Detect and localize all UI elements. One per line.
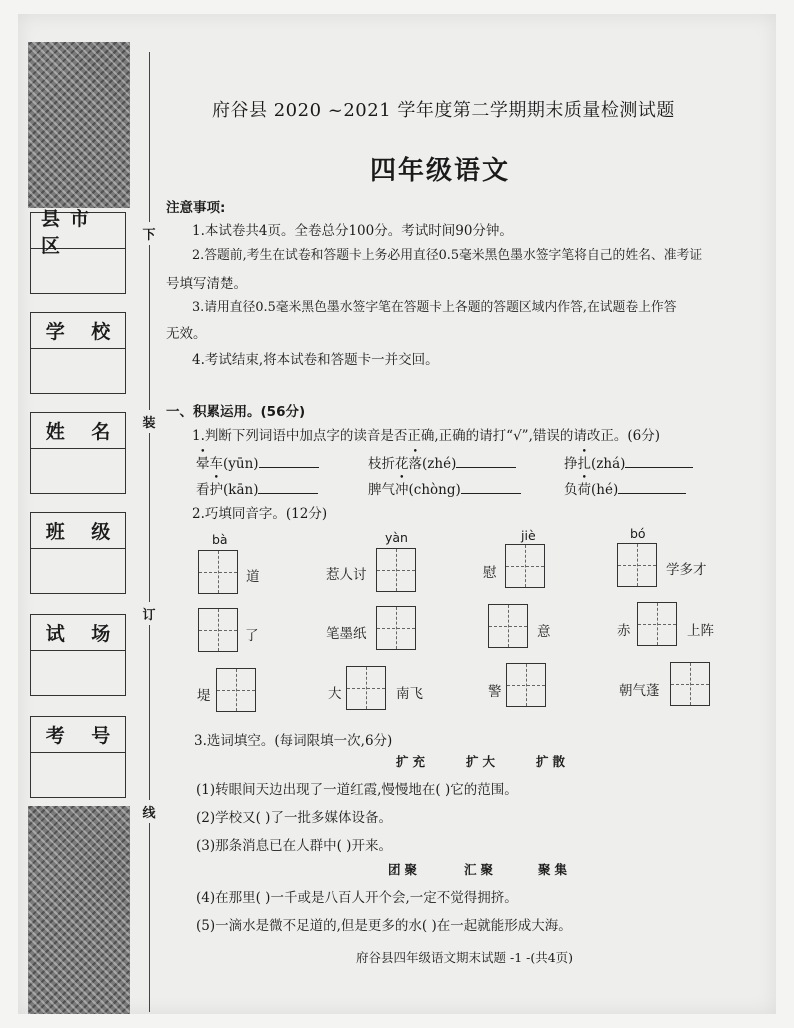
question-prompt: 3.选词填空。(每词限填一次,6分)	[194, 733, 393, 749]
answer-blank[interactable]	[618, 481, 686, 494]
word-option: 扩大	[466, 754, 500, 769]
pinyin-label: bà	[212, 532, 228, 547]
pinyin-item: 晕车(yūn)	[196, 452, 319, 472]
binding-char: 下	[138, 222, 160, 245]
name-field[interactable]	[30, 412, 126, 494]
writing-grid[interactable]	[346, 666, 386, 710]
question-prompt: 1.判断下列词语中加点字的读音是否正确,正确的请打“√”,错误的请改正。(6分)	[192, 428, 660, 444]
field-label: 姓 名	[31, 413, 125, 449]
fragment: 赤	[617, 623, 631, 639]
fragment: 南飞	[396, 686, 423, 702]
writing-grid[interactable]	[637, 602, 677, 646]
fragment: 慰	[483, 565, 497, 581]
county-field[interactable]	[30, 207, 126, 294]
binding-char: 订	[138, 602, 160, 625]
fragment: 笔墨纸	[326, 626, 367, 642]
word-option: 团聚	[388, 862, 422, 877]
fragment: 朝气蓬	[619, 683, 660, 699]
writing-grid[interactable]	[376, 606, 416, 650]
fill-sentence[interactable]: (1)转眼间天边出现了一道红霞,慢慢地在( )它的范围。	[196, 782, 518, 798]
fill-sentence[interactable]: (4)在那里( )一千或是八百人开个会,一定不觉得拥挤。	[196, 890, 518, 906]
fragment: 了	[245, 628, 259, 644]
writing-grid[interactable]	[488, 604, 528, 648]
decorative-pattern-top	[28, 42, 130, 208]
notice-item: 2.答题前,考生在试卷和答题卡上务必用直径0.5毫米黑色墨水签字笔将自己的姓名、准考证	[192, 248, 703, 263]
class-field[interactable]	[30, 512, 126, 594]
fragment: 堤	[197, 688, 211, 704]
writing-grid[interactable]	[376, 548, 416, 592]
fill-sentence[interactable]: (2)学校又( )了一批多媒体设备。	[196, 810, 392, 826]
decorative-pattern-bottom	[28, 806, 130, 1014]
writing-grid[interactable]	[506, 663, 546, 707]
writing-grid[interactable]	[670, 662, 710, 706]
exam-room-field[interactable]	[30, 614, 126, 696]
notice-heading: 注意事项:	[166, 200, 226, 216]
fragment: 惹人讨	[326, 567, 367, 583]
pinyin-label: yàn	[385, 530, 408, 545]
pinyin-item: 枝折花落(zhé)	[368, 452, 516, 472]
writing-grid[interactable]	[216, 668, 256, 712]
question-prompt: 2.巧填同音字。(12分)	[192, 506, 328, 522]
answer-blank[interactable]	[259, 455, 319, 468]
binding-line	[149, 52, 150, 1012]
notice-item: 号填写清楚。	[166, 276, 247, 292]
fragment: 警	[488, 684, 502, 700]
pinyin-item: 挣扎(zhá)	[564, 452, 693, 472]
answer-blank[interactable]	[461, 481, 521, 494]
answer-blank[interactable]	[258, 481, 318, 494]
fragment: 道	[246, 569, 260, 585]
binding-char: 装	[138, 410, 160, 433]
notice-item: 无效。	[166, 326, 207, 342]
field-label: 学 校	[31, 313, 125, 349]
notice-item: 4.考试结束,将本试卷和答题卡一并交回。	[192, 352, 439, 368]
field-label: 班 级	[31, 513, 125, 549]
fragment: 意	[537, 624, 551, 640]
fragment: 上阵	[687, 623, 714, 639]
notice-item: 3.请用直径0.5毫米黑色墨水签字笔在答题卡上各题的答题区域内作答,在试题卷上作答	[192, 300, 677, 315]
answer-blank[interactable]	[625, 455, 693, 468]
binding-char: 线	[138, 800, 160, 823]
pinyin-label: bó	[630, 526, 646, 541]
field-label: 考 号	[31, 717, 125, 753]
fill-sentence[interactable]: (3)那条消息已在人群中( )开来。	[196, 838, 392, 854]
writing-grid[interactable]	[617, 543, 657, 587]
word-option: 汇聚	[464, 862, 498, 877]
notice-item: 1.本试卷共4页。全卷总分100分。考试时间90分钟。	[192, 223, 513, 239]
field-label: 试 场	[31, 615, 125, 651]
word-option: 扩散	[536, 754, 570, 769]
pinyin-item: 负荷(hé)	[564, 478, 686, 498]
writing-grid[interactable]	[505, 544, 545, 588]
exam-number-field[interactable]	[30, 716, 126, 798]
word-option: 扩充	[396, 754, 430, 769]
section-heading: 一、积累运用。(56分)	[166, 404, 306, 420]
writing-grid[interactable]	[198, 608, 238, 652]
fragment: 大	[328, 686, 342, 702]
pinyin-item: 脾气冲(chòng)	[368, 478, 521, 498]
pinyin-item: 看护(kān)	[196, 478, 318, 498]
pinyin-label: jiè	[521, 528, 536, 543]
answer-blank[interactable]	[456, 455, 516, 468]
field-label: 县市区	[31, 213, 125, 249]
word-option: 聚集	[538, 862, 572, 877]
subject-title: 四年级语文	[370, 156, 511, 186]
page-footer: 府谷县四年级语文期末试题 -1 -(共4页)	[356, 950, 574, 965]
writing-grid[interactable]	[198, 550, 238, 594]
exam-title: 府谷县 2020 ~2021 学年度第二学期期末质量检测试题	[212, 100, 675, 121]
fill-sentence[interactable]: (5)一滴水是微不足道的,但是更多的水( )在一起就能形成大海。	[196, 918, 572, 934]
school-field[interactable]	[30, 312, 126, 394]
fragment: 学多才	[666, 562, 707, 578]
